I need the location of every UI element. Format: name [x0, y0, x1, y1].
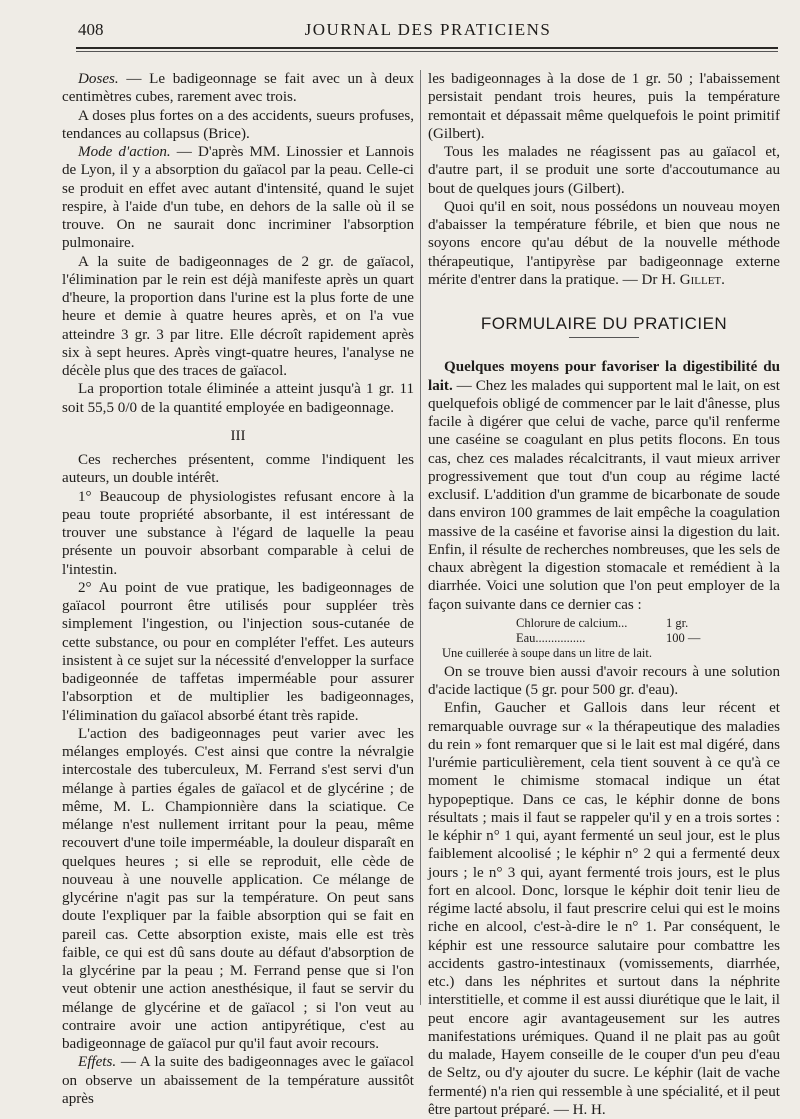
- paragraph-doses: Doses. — Le badigeonnage se fait avec un à deux centimètres cubes, rarement avec trois.: [62, 71, 414, 106]
- right-column: [428, 70, 780, 1118]
- paragraph: 2° Au point de vue pratique, les badigeonnages de gaïacol pourront être utilisés pour suppléer très simplement l'ingestion, ou l'injection sous-cutanée de cette substance, ou pour en compléter l'effet. Les auteurs insistent à ce sujet sur la nécessité d'envelopper la surface badigeonnée de taffetas imperméable pour assurer l'absorption et de multiplier les badigeonnages, l'élimination du gaïacol absorbé étant très rapide.: [62, 579, 414, 724]
- header-rule: [76, 47, 778, 49]
- paragraph: On se trouve bien aussi d'avoir recours à une solution d'acide lactique (5 gr. pour 500 gr. d'eau).: [428, 663, 780, 698]
- paragraph: 1° Beaucoup de physiologistes refusant encore à la peau toute propriété absorbante, il est intéressant de trouver une substance à l'égard de laquelle la peau présente un pouvoir absorbant comparable à celui de l'intestin.: [62, 488, 414, 578]
- section-ornament-rule: [569, 337, 639, 338]
- prescription-formula: [428, 616, 780, 661]
- section-title-formulaire: FORMULAIRE DU PRATICIEN: [480, 314, 728, 333]
- article-title: Quelques moyens pour favoriser la digestibilité du lait.: [428, 359, 780, 394]
- page-header: [78, 18, 778, 46]
- paragraph: les badigeonnages à la dose de 1 gr. 50 ; l'abaissement persistait pendant trois heures, puis la température remontait et dépassait même quelquefois le point primitif (Gilbert).: [428, 71, 780, 142]
- paragraph-conclusion: Quoi qu'il en soit, nous possédons un nouveau moyen d'abaisser la température fébrile, et bien que nous ne soyons encore qu'au début de la nouvelle méthode thérapeutique, l'antipyrèse par badigeonnage externe mérite d'entrer dans la pratique. — Dr H. Gillet.: [428, 198, 780, 288]
- paragraph: Enfin, Gaucher et Gallois dans leur récent et remarquable ouvrage sur « la thérapeutique des maladies du rein » font remarquer que si le lait est mal digéré, dans l'urémie particulièrement, cela tient souvent à ce qu'à ce moment le chimisme stomacal indique un état hypopeptique. Dans ce cas, le képhir donne de bons résultats ; mais il faut se rappeler qu'il y en a trois sortes : le képhir n° 1 qui, ayant fermenté un seul jour, est le plus faiblement alcoolisé ; le képhir n° 2 qui a fermenté deux jours ; le n° 3 qui, ayant fermenté trois jours, est le plus fort en alcool. Donc, lorsque le képhir doit tenir lieu de régime lacté absolu, il faut prescrire celui qui est le moins riche en alcool, c'est-à-dire le n° 1. Par conséquent, le képhir est une ressource salutaire pour combattre les accidents gastro-intestinaux (vomissements, diarrhée, etc.) dans les néphrites et surtout dans la néphrite interstitielle, et comme il est aussi diurétique que le lait, il peut encore agir avantageusement sur les autres manifestations urémiques. Quand il ne plait pas au goût du malade, Hayem conseille de le couper d'un peu d'eau de Seltz, ou d'y ajouter du sucre. Le képhir (lait de vache fermenté) n'a rien qui ressemble à une spécialité, et il peut être partout préparé. — H. H.: [428, 700, 780, 1118]
- journal-title: JOURNAL DES PRATICIENS: [304, 20, 552, 39]
- section-heading: III: [230, 427, 246, 444]
- formula-note: Une cuillerée à soupe dans un litre de lait.: [442, 645, 652, 660]
- doses-label: Doses.: [78, 71, 119, 87]
- column-divider: [420, 70, 421, 1005]
- formula-row: Chlorure de calcium... 1 gr.: [516, 615, 689, 630]
- paragraph: Tous les malades ne réagissent pas au gaïacol et, d'autre part, il se produit une sorte d'accoutumance au bout de quelques jours (Gilbert).: [428, 144, 780, 197]
- mode-action-label: Mode d'action.: [78, 144, 171, 160]
- paragraph: La proportion totale éliminée a atteint jusqu'à 1 gr. 11 soit 55,5 0/0 de la quantité employée en badigeonnage.: [62, 381, 414, 416]
- paragraph: A la suite de badigeonnages de 2 gr. de gaïacol, l'élimination par le rein est déjà manifeste après un quart d'heure, la proportion dans l'urine est la plus forte de une heure et demie à quatre heures après, et on l'a vue atteindre 3 gr. 3 par litre. Elle décroît rapidement après six à sept heures. Après vingt-quatre heures, l'analyse ne décèle plus que des traces de gaïacol.: [62, 253, 414, 379]
- paragraph-mode-action: Mode d'action. — D'après MM. Linossier et Lannois de Lyon, il y a absorption du gaïacol par la peau. Celle-ci se produit en effet avec autant d'intensité, quand le sujet respire, à l'aide d'un tube, en dehors de la salle où il se trouve. On ne saurait donc incriminer l'absorption pulmonaire.: [62, 144, 414, 252]
- left-column: [62, 70, 414, 1107]
- formula-row: Eau................ 100 —: [516, 630, 701, 645]
- paragraph: L'action des badigeonnages peut varier avec les mélanges employés. C'est ainsi que contre la névralgie intercostale des tuberculeux, M. Ferrand s'est servi d'un mélange à parties égales de gaïacol et de glycérine ; de même, M. L. Championnière dans la sciatique. Ce mélange n'est nullement irritant pour la peau, même recouvert d'une toile imperméable, la douleur disparaît en quelques heures ; si elle se reproduit, elle cède de nouveau à une nouvelle application. Ce mélange de glycérine n'agit pas sur la température. On peut sans doute l'expliquer par la faible absorption qui se fait en pareil cas. Cette absorption existe, mais elle est très faible, ce qui est dû sans doute au défaut d'absorption de la glycérine par la peau ; M. Ferrand pense que si l'on veut obtenir une action anesthésique, il faut se servir du mélange de glycérine et de gaïacol ; si l'on veut au contraire avoir une action antipyrétique, c'est au badigeonnage de gaïacol pur qu'il faut avoir recours.: [62, 725, 414, 1052]
- page-number: 408: [78, 20, 104, 39]
- author-signature: Gillet.: [679, 271, 725, 288]
- paragraph: Ces recherches présentent, comme l'indiquent les auteurs, un double intérêt.: [62, 452, 414, 487]
- effets-label: Effets.: [78, 1054, 117, 1071]
- paragraph: A doses plus fortes on a des accidents, sueurs profuses, tendances au collapsus (Brice).: [62, 107, 414, 142]
- header-rule-thin: [76, 51, 778, 52]
- paragraph-lait: Quelques moyens pour favoriser la digestibilité du lait. — Chez les malades qui supportent mal le lait, on est quelquefois obligé de commencer par le lait d'ânesse, plus facile à digérer que celui de vache, parce qu'il renferme une caséine se coagulant en plus petits flocons. En tous cas, chez ces malades récalcitrants, il vaut mieux arriver progressivement que tout d'un coup au régime lacté exclusif. L'addition d'un gramme de bicarbonate de soude dans environ 100 grammes de lait empêche la coagulation massive de la caséine et favorise ainsi la digestion du lait. Enfin, il résulte de recherches nombreuses, que les sels de chaux abrègent la digestion stomacale et remédient à la diarrhée. Voici une solution que l'on peut employer de la façon suivante dans ce dernier cas :: [428, 359, 780, 613]
- paragraph-effets: Effets. — A la suite des badigeonnages avec le gaïacol on observe un abaissement de la température aussitôt après: [62, 1054, 414, 1107]
